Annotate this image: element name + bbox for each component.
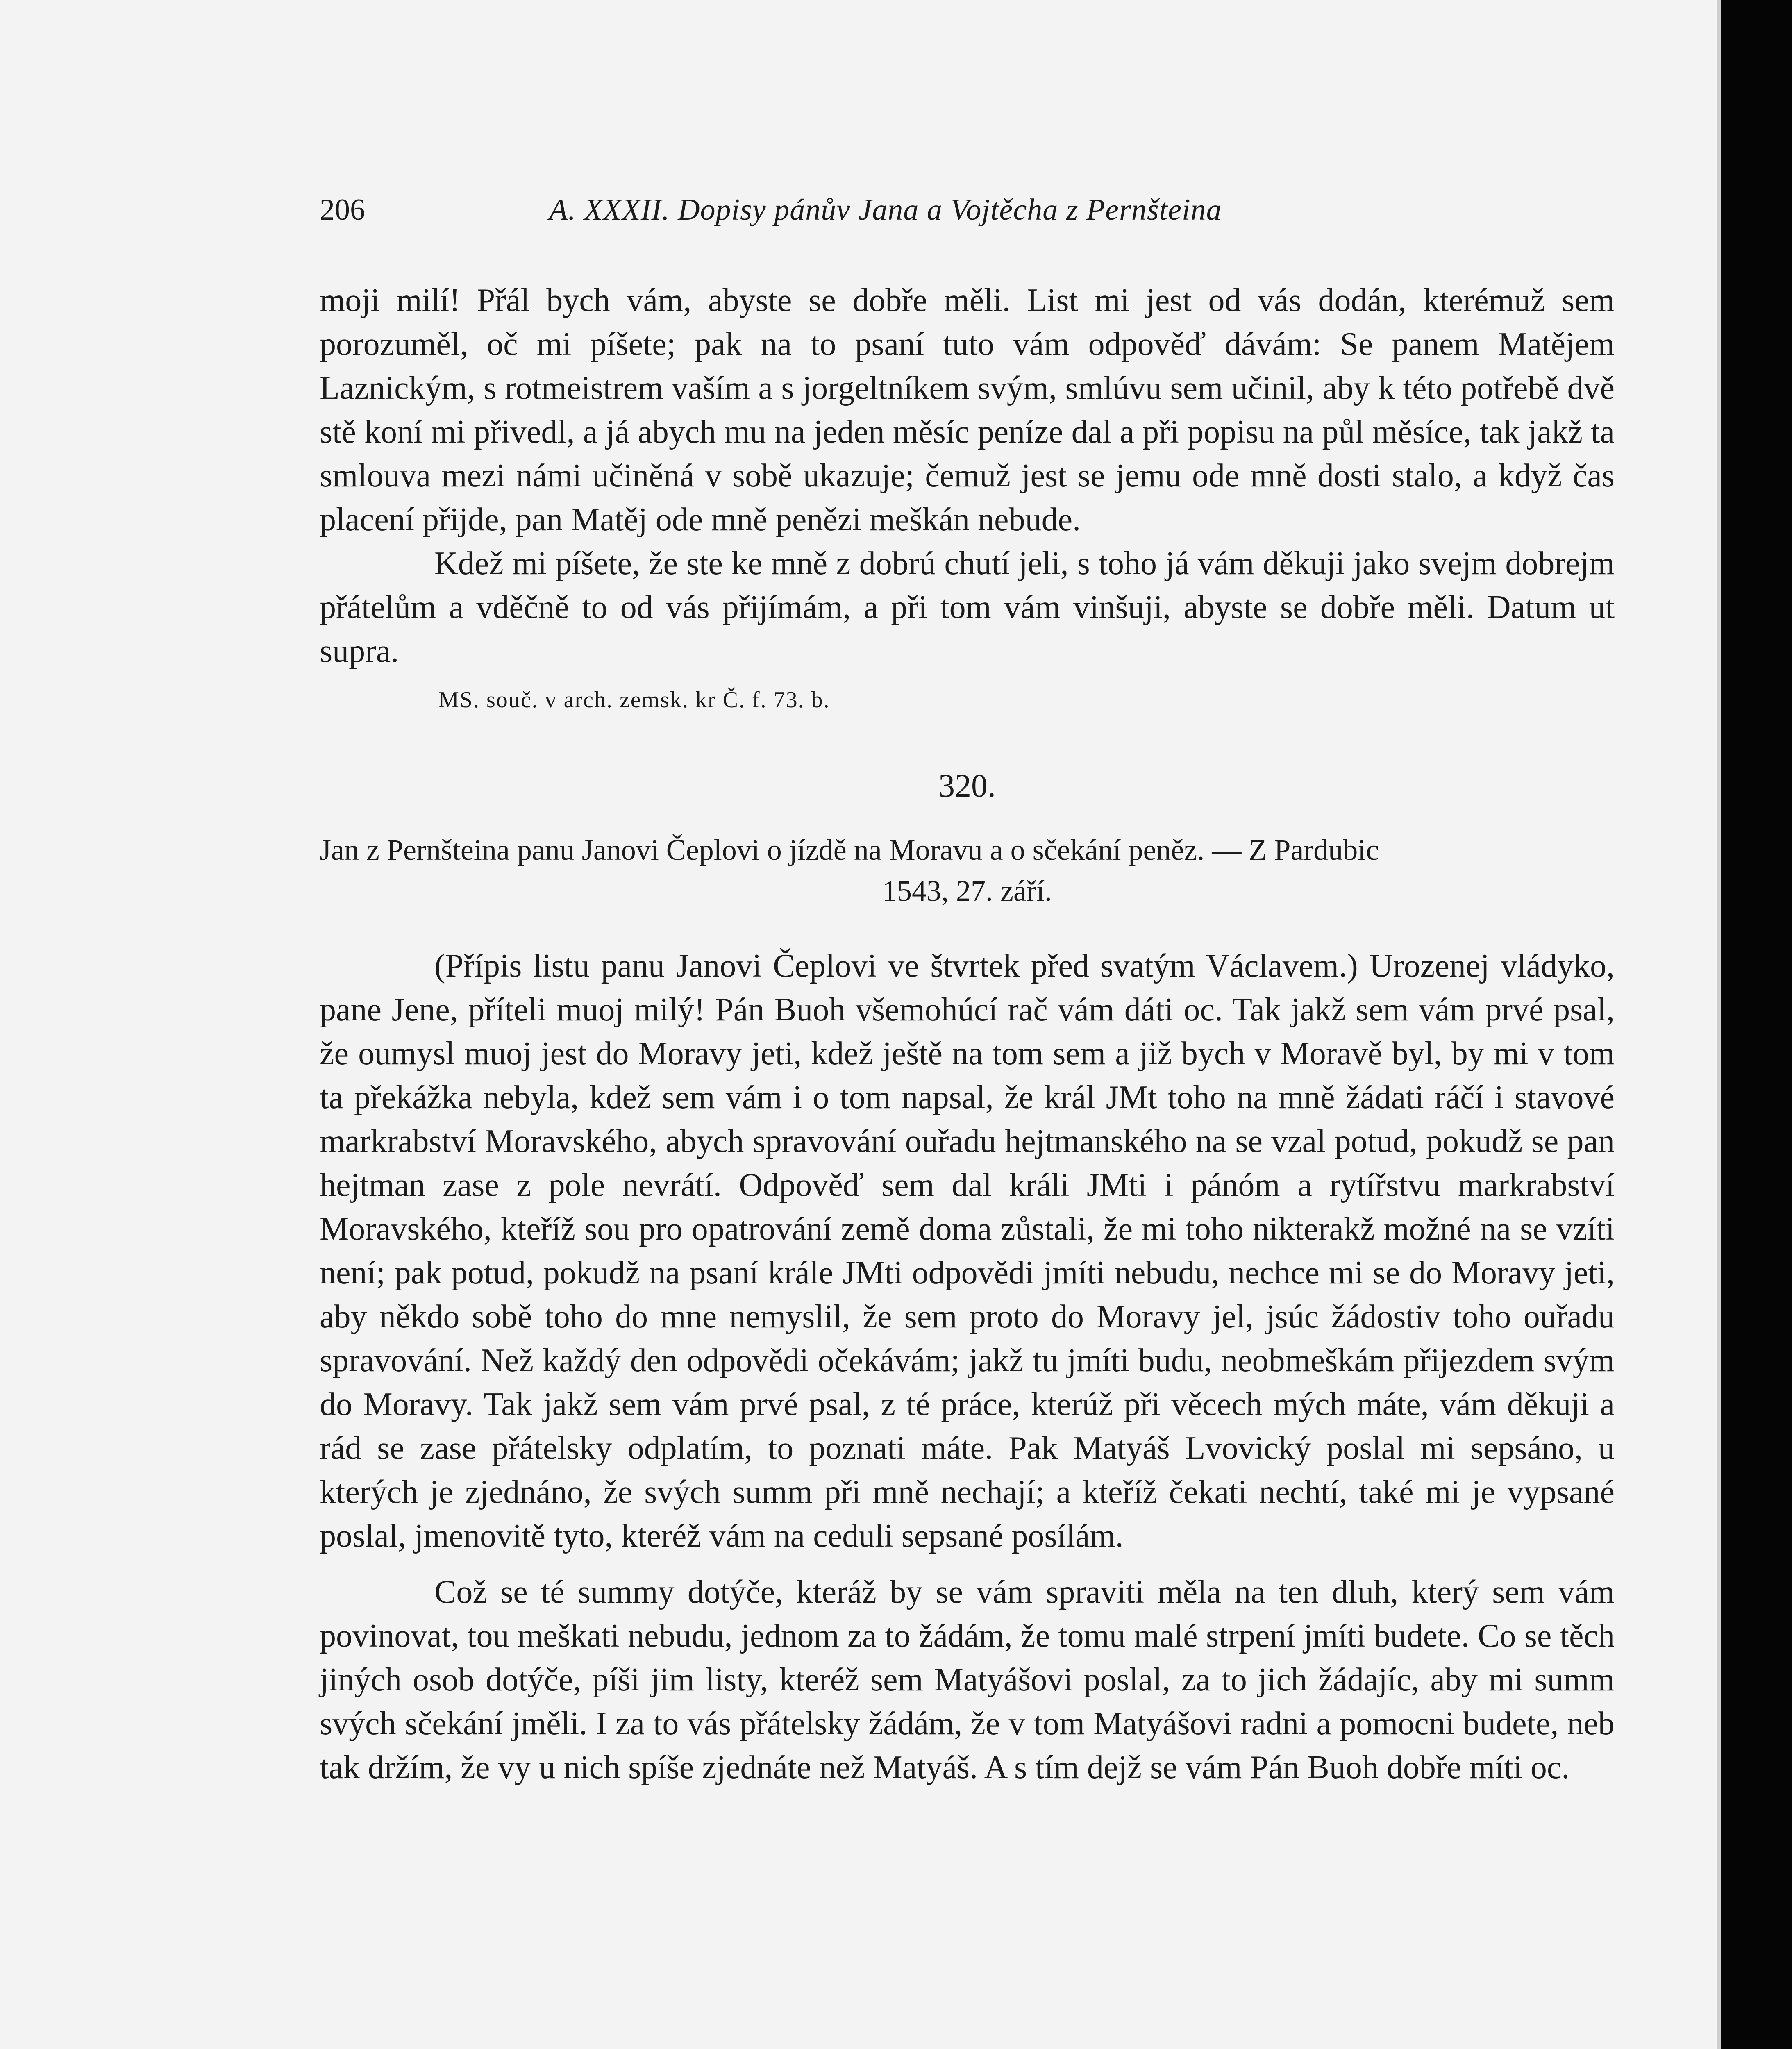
summary-text: Jan z Pernšteina panu Janovi Čeplovi o jízdě na Moravu a o sčekání peněz. — Z Pardubic xyxy=(320,834,1379,866)
summary-date: 1543, 27. září. xyxy=(882,875,1052,907)
scan-border xyxy=(1721,0,1792,2049)
paragraph-gap xyxy=(320,1558,1615,1570)
running-title: A. XXXII. Dopisy pánův Jana a Vojtěcha z Pernšteina xyxy=(549,193,1222,227)
running-head xyxy=(320,193,1615,238)
document-number: 320. xyxy=(938,768,996,804)
text-block xyxy=(320,193,1615,1790)
document-summary xyxy=(320,829,1615,911)
letter-paragraph: Což se té summy dotýče, kteráž by se vám spraviti měla na ten dluh, který sem vám povinovat, tou meškati nebudu, jednom za to žádám, že tomu malé strpení jmíti budete. Co se těch jiných osob dotýče, píši jim listy, kteréž sem Matyášovi poslal, za to jich žádajíc, aby mi summ svých sčekání jměli. I za to vás přátelsky žádám, že v tom Matyášovi radni a pomocni budete, neb tak držím, že vy u nich spíše zjednáte než Matyáš. A s tím dejž se vám Pán Buoh dobře míti oc. xyxy=(320,1574,1615,1785)
source-note: MS. souč. v arch. zemsk. kr Č. f. 73. b. xyxy=(438,687,830,713)
page-edge-shadow xyxy=(1717,0,1721,2049)
letter-paragraph-continued: moji milí! Přál bych vám, abyste se dobře měli. List mi jest od vás dodán, kterémuž sem porozuměl, oč mi píšete; pak na to psaní tuto vám odpověď dávám: Se panem Matějem Laznickým, s rotmeistrem vaším a s jorgeltníkem svým, smlúvu sem učinil, aby k této potřebě dvě stě koní mi přivedl, a já abych mu na jeden měsíc peníze dal a při popisu na půl měsíce, tak jakž ta smlouva mezi námi učiněná v sobě ukazuje; čemuž jest se jemu ode mně dosti stalo, a když čas placení přijde, pan Matěj ode mně penězi meškán nebude. xyxy=(320,282,1615,538)
letter-paragraph: (Přípis listu panu Janovi Čeplovi ve štvrtek před svatým Václavem.) Urozenej vládyko, pane Jene, příteli muoj milý! Pán Buoh všemohúcí rač vám dáti oc. Tak jakž sem vám prvé psal, že oumysl muoj jest do Moravy jeti, kdež ještě na tom sem a již bych v Moravě byl, by mi v tom ta překážka nebyla, kdež sem vám i o tom napsal, že král JMt toho na mně žádati ráčí i stavové markrabství Moravského, abych spravování ouřadu hejtmanského na se vzal potud, pokudž se pan hejtman zase z pole nevrátí. Odpověď sem dal králi JMti i pánóm a rytířstvu markrabství Moravského, kteříž sou pro opatrování země doma zůstali, že mi toho nikterakž možné na se vzíti není; pak potud, pokudž na psaní krále JMti odpovědi jmíti nebudu, nechce mi se do Moravy jeti, aby někdo sobě toho do mne nemyslil, že sem proto do Moravy jel, jsúc žádostiv toho ouřadu spravování. Než každý den odpovědi očekávám; jakž tu jmíti budu, neobmeškám přijezdem svým do Moravy. Tak jakž sem vám prvé psal, z té práce, kterúž při věcech mých máte, vám děkuji a rád se zase přátelsky odplatím, to poznati máte. Pak Matyáš Lvovický poslal mi sepsáno, u kterých je zjednáno, že svých summ při mně nechají; a kteříž čekati nechtí, také mi je vypsané poslal, jmenovitě tyto, kteréž vám na ceduli sepsané posílám. xyxy=(320,948,1615,1554)
page-number: 206 xyxy=(320,193,365,227)
letter-paragraph: Kdež mi píšete, že ste ke mně z dobrú chutí jeli, s toho já vám děkuji jako svejm dobrejm přátelům a vděčně to od vás přijímám, a při tom vám vinšuji, abyste se dobře měli. Datum ut supra. xyxy=(320,545,1615,669)
